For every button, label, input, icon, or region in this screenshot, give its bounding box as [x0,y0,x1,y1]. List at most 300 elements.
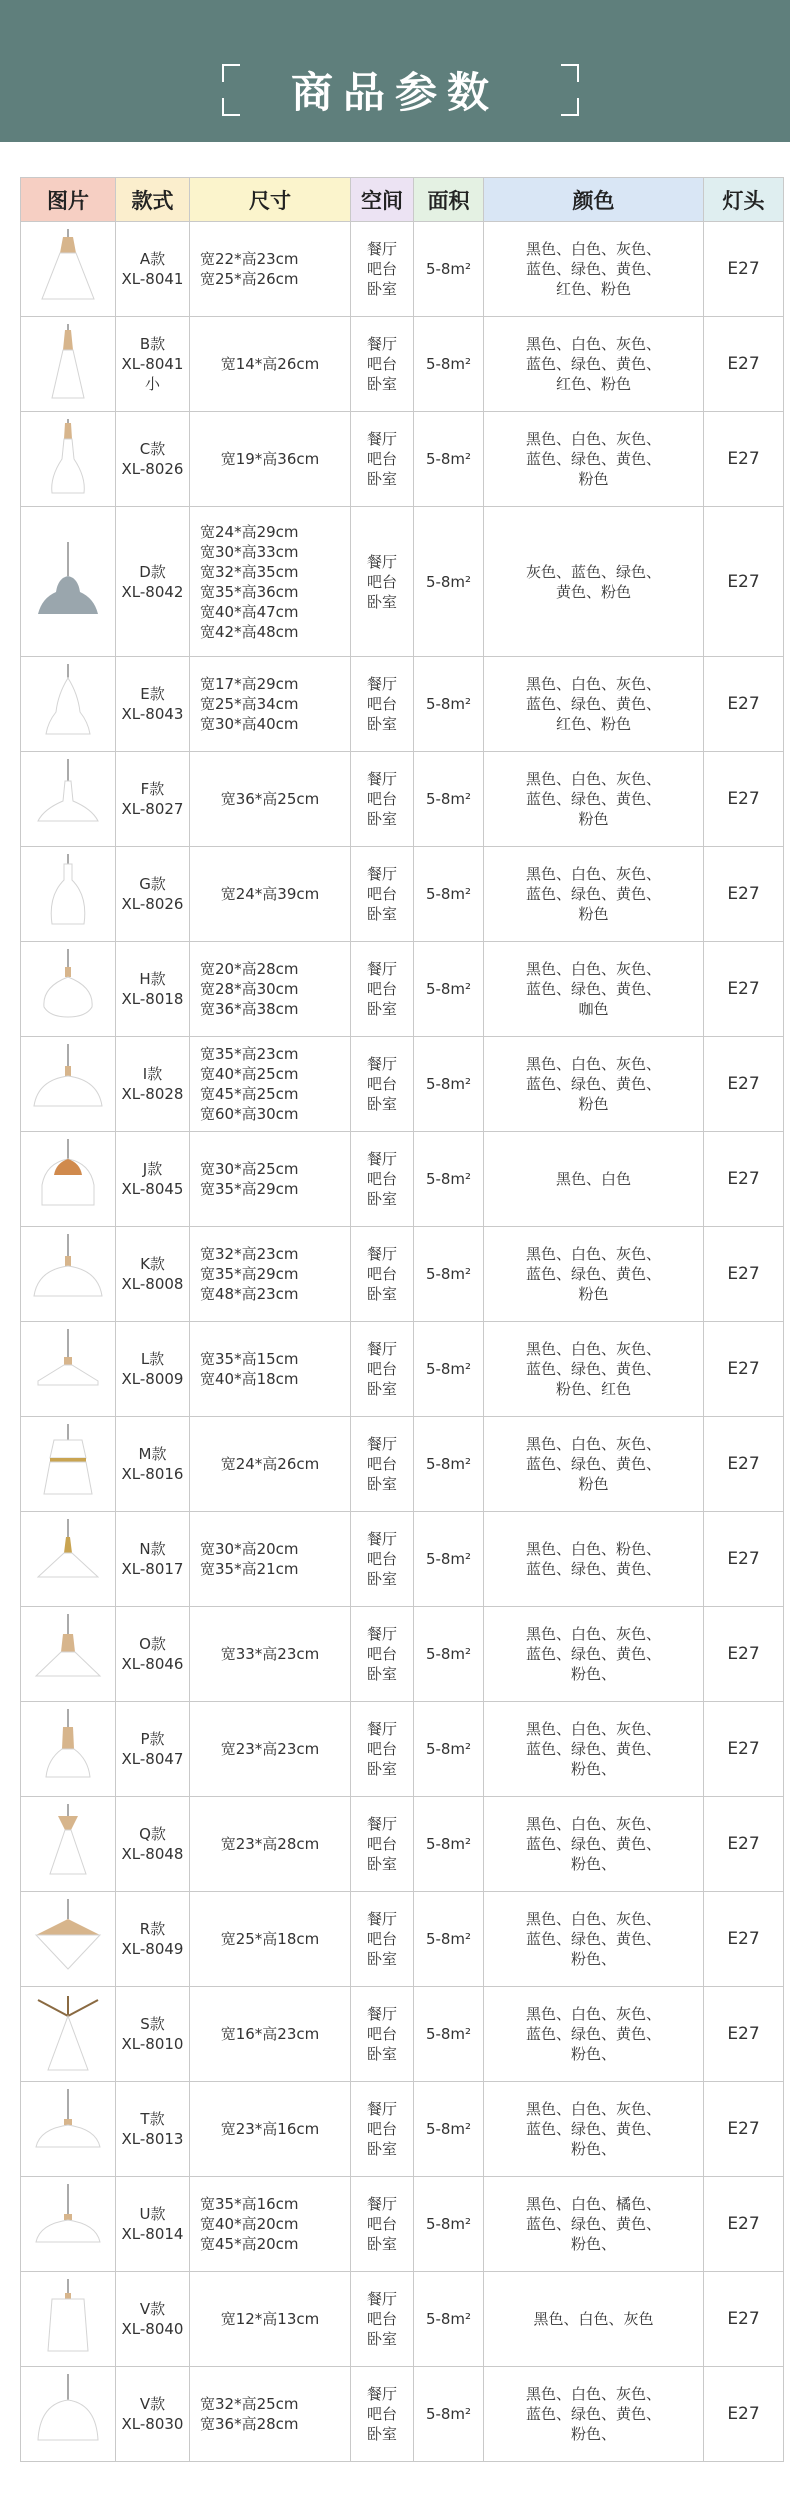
space-value: 吧台 [366,355,397,373]
area-value: 5-8m² [425,1930,472,1948]
color-cell [484,1417,704,1512]
space-value: 吧台 [366,260,397,278]
space-value: 卧室 [366,1095,397,1113]
space-value: 吧台 [366,2120,397,2138]
style-style: V款 [139,2395,166,2413]
size-value: 宽45*高25cm [200,1085,299,1103]
style-model: XL-8008 [121,1275,184,1293]
style-cell [116,1132,190,1227]
color-line: 黑色、白色、灰色、 [525,1435,661,1453]
style-model: XL-8028 [121,1085,184,1103]
color-line: 黑色、白色、灰色、 [525,2385,661,2403]
style-model: XL-8027 [121,800,184,818]
size-value: 宽40*高20cm [200,2215,299,2233]
space-cell [351,752,414,847]
color-line: 黑色、白色 [555,1170,631,1188]
style-style: L款 [140,1350,165,1368]
color-line: 黑色、白色、橘色、 [525,2195,661,2213]
bulb-cell [704,942,784,1037]
style-cell [116,2272,190,2367]
color-cell [484,1322,704,1417]
size-value: 宽35*高16cm [200,2195,299,2213]
table-row [21,1512,784,1607]
space-cell [351,1892,414,1987]
style-style: H款 [139,970,166,988]
area-value: 5-8m² [425,2405,472,2423]
bulb-value: E27 [727,979,760,999]
table-row [21,2177,784,2272]
table-row [21,1892,784,1987]
size-value: 宽35*高36cm [200,582,299,601]
area-value: 5-8m² [425,1645,472,1663]
style-style: A款 [139,250,166,268]
style-cell [116,657,190,752]
style-cell [116,1892,190,1987]
space-cell [351,2367,414,2462]
style-model: XL-8049 [121,1940,184,1958]
area-cell [414,2367,484,2462]
space-value: 餐厅 [366,770,397,788]
table-row [21,752,784,847]
color-cell [484,412,704,507]
lamp-image-cell [21,1322,116,1417]
color-line: 蓝色、绿色、黄色、 [525,1645,661,1663]
space-value: 吧台 [366,2310,397,2328]
bulb-value: E27 [727,1929,760,1949]
color-line: 粉色、红色 [555,1380,631,1398]
color-line: 粉色 [578,810,609,828]
area-value: 5-8m² [425,1835,472,1853]
area-value: 5-8m² [425,450,472,468]
style-cell [116,2082,190,2177]
size-cell [190,1132,351,1227]
product-params-table [20,177,784,2462]
lamp-image-cell [21,2082,116,2177]
color-line: 蓝色、绿色、黄色、 [525,355,661,373]
color-line: 粉色、 [570,1950,616,1968]
style-style: C款 [139,440,166,458]
size-cell [190,2177,351,2272]
space-value: 卧室 [366,280,397,298]
area-cell [414,1702,484,1797]
space-value: 卧室 [366,1760,397,1778]
size-value: 宽40*高47cm [200,602,299,621]
lamp-image-cell [21,1702,116,1797]
area-value: 5-8m² [425,790,472,808]
style-style: V款 [139,2300,166,2318]
style-style: I款 [142,1065,163,1083]
space-cell [351,1132,414,1227]
space-value: 吧台 [366,1740,397,1758]
bulb-cell [704,317,784,412]
lamp-image-icon [21,1329,115,1409]
style-cell [116,317,190,412]
lamp-image-cell [21,1607,116,1702]
lamp-image-cell [21,1987,116,2082]
color-line: 蓝色、绿色、黄色、 [525,260,661,278]
table-row [21,1702,784,1797]
lamp-image-cell [21,2177,116,2272]
space-value: 餐厅 [366,675,397,693]
style-model: XL-8026 [121,895,184,913]
size-value: 宽25*高18cm [220,1930,320,1948]
size-cell [190,2082,351,2177]
bulb-value: E27 [727,571,760,592]
size-value: 宽30*高25cm [200,1160,299,1178]
size-value: 宽20*高28cm [200,960,299,978]
area-cell [414,1607,484,1702]
size-value: 宽24*高26cm [220,1455,320,1473]
area-value: 5-8m² [425,572,472,591]
color-line: 粉色 [578,1095,609,1113]
style-cell [116,507,190,657]
space-value: 吧台 [366,1455,397,1473]
style-style: S款 [140,2015,165,2033]
color-line: 粉色、 [570,1760,616,1778]
area-cell [414,847,484,942]
lamp-image-cell [21,317,116,412]
table-row [21,2367,784,2462]
bulb-value: E27 [727,1644,760,1664]
size-value: 宽36*高38cm [200,1000,299,1018]
color-cell [484,752,704,847]
color-cell [484,2272,704,2367]
style-model: XL-8043 [121,705,184,723]
size-cell [190,657,351,752]
space-value: 餐厅 [366,430,397,448]
space-value: 吧台 [366,1645,397,1663]
color-line: 粉色、 [570,2235,616,2253]
style-cell [116,2177,190,2272]
size-value: 宽23*高23cm [220,1740,320,1758]
color-line: 蓝色、绿色、黄色、 [525,1075,661,1093]
space-value: 卧室 [366,1285,397,1303]
color-cell [484,2177,704,2272]
style-model: XL-8010 [121,2035,184,2053]
space-value: 餐厅 [366,2195,397,2213]
bulb-cell [704,2177,784,2272]
space-value: 餐厅 [366,2100,397,2118]
table-row [21,1607,784,1702]
lamp-image-cell [21,412,116,507]
area-cell [414,1037,484,1132]
color-line: 黑色、白色、灰色、 [525,1720,661,1738]
style-model: XL-8040 [121,2320,184,2338]
color-line: 黑色、白色、灰色、 [525,960,661,978]
table-row [21,1987,784,2082]
bulb-value: E27 [727,1359,760,1379]
lamp-image-icon [21,2279,115,2359]
size-value: 宽25*高34cm [200,695,299,713]
color-line: 黑色、白色、灰色、 [525,1815,661,1833]
area-value: 5-8m² [425,2215,472,2233]
lamp-image-cell [21,2272,116,2367]
area-value: 5-8m² [425,1740,472,1758]
style-model: XL-8048 [121,1845,184,1863]
lamp-image-icon [21,419,115,499]
size-value: 宽30*高40cm [200,715,299,733]
size-cell [190,317,351,412]
area-value: 5-8m² [425,355,472,373]
bulb-cell [704,1987,784,2082]
space-value: 卧室 [366,1665,397,1683]
space-value: 卧室 [366,905,397,923]
style-cell [116,1417,190,1512]
space-value: 卧室 [366,470,397,488]
size-cell [190,1322,351,1417]
color-line: 黑色、白色、灰色、 [525,2100,661,2118]
area-value: 5-8m² [425,1265,472,1283]
style-model: XL-8045 [121,1180,184,1198]
color-line: 蓝色、绿色、黄色、 [525,2120,661,2138]
style-style: U款 [139,2205,166,2223]
lamp-image-cell [21,1227,116,1322]
size-value: 宽35*高23cm [200,1045,299,1063]
area-value: 5-8m² [425,1075,472,1093]
table-row [21,1797,784,1892]
size-value: 宽45*高20cm [200,2235,299,2253]
style-model: XL-8016 [121,1465,184,1483]
space-cell [351,222,414,317]
color-line: 蓝色、绿色、黄色、 [525,2215,661,2233]
area-cell [414,1417,484,1512]
size-value: 宽17*高29cm [200,675,299,693]
size-value: 宽33*高23cm [220,1645,320,1663]
area-cell [414,1892,484,1987]
color-line: 蓝色、绿色、黄色、 [525,1740,661,1758]
bulb-cell [704,2367,784,2462]
bulb-cell [704,657,784,752]
bulb-value: E27 [727,1834,760,1854]
color-line: 黑色、白色、灰色、 [525,1340,661,1358]
color-line: 粉色、 [570,2140,616,2158]
lamp-image-icon [21,1709,115,1789]
bulb-cell [704,222,784,317]
bulb-cell [704,1227,784,1322]
bulb-cell [704,1797,784,1892]
size-value: 宽30*高20cm [200,1540,299,1558]
space-cell [351,2272,414,2367]
size-cell [190,1797,351,1892]
bulb-value: E27 [727,884,760,904]
size-value: 宽35*高29cm [200,1180,299,1198]
space-cell [351,317,414,412]
style-cell [116,942,190,1037]
area-cell [414,1797,484,1892]
lamp-image-cell [21,847,116,942]
size-cell [190,1987,351,2082]
header-size: 尺寸 [190,178,351,222]
lamp-image-icon [21,2374,115,2454]
bulb-cell [704,752,784,847]
area-cell [414,752,484,847]
space-cell [351,1227,414,1322]
area-value: 5-8m² [425,1170,472,1188]
area-value: 5-8m² [425,1550,472,1568]
bulb-cell [704,412,784,507]
bulb-value: E27 [727,1549,760,1569]
color-cell [484,2082,704,2177]
color-line: 黑色、白色、灰色、 [525,335,661,353]
color-line: 蓝色、绿色、黄色、 [525,790,661,808]
lamp-image-icon [21,759,115,839]
area-cell [414,2177,484,2272]
style-style: T款 [140,2110,165,2128]
color-line: 黑色、白色、灰色、 [525,865,661,883]
color-line: 蓝色、绿色、黄色、 [525,695,661,713]
style-style: K款 [140,1255,165,1273]
bulb-value: E27 [727,1739,760,1759]
space-cell [351,412,414,507]
color-line: 蓝色、绿色、黄色、 [525,885,661,903]
size-cell [190,1892,351,1987]
space-value: 吧台 [366,572,397,591]
lamp-image-icon [21,854,115,934]
color-line: 红色、粉色 [555,715,631,733]
lamp-image-icon [21,324,115,404]
space-cell [351,1512,414,1607]
space-value: 吧台 [366,790,397,808]
lamp-image-icon [21,1139,115,1219]
table-row [21,657,784,752]
color-line: 蓝色、绿色、黄色、 [525,2025,661,2043]
space-value: 餐厅 [366,960,397,978]
lamp-image-cell [21,1132,116,1227]
size-value: 宽35*高29cm [200,1265,299,1283]
space-value: 卧室 [366,592,397,611]
lamp-image-icon [21,664,115,744]
color-cell [484,507,704,657]
space-value: 餐厅 [366,1340,397,1358]
color-line: 黑色、白色、灰色、 [525,1055,661,1073]
size-value: 宽16*高23cm [220,2025,320,2043]
style-cell [116,1512,190,1607]
size-value: 宽42*高48cm [200,622,299,641]
lamp-image-cell [21,657,116,752]
color-line: 红色、粉色 [555,375,631,393]
space-value: 卧室 [366,2045,397,2063]
bulb-value: E27 [727,1264,760,1284]
color-line: 蓝色、绿色、黄色、 [525,2405,661,2423]
style-style: E款 [140,685,165,703]
color-line: 粉色、 [570,1855,616,1873]
color-cell [484,222,704,317]
space-value: 餐厅 [366,240,397,258]
bulb-value: E27 [727,1454,760,1474]
style-style: G款 [139,875,166,893]
style-style: D款 [139,562,166,581]
space-value: 餐厅 [366,865,397,883]
size-cell [190,222,351,317]
space-value: 卧室 [366,1855,397,1873]
space-value: 吧台 [366,1265,397,1283]
space-cell [351,1322,414,1417]
size-value: 宽25*高26cm [200,270,299,288]
lamp-image-icon [21,949,115,1029]
style-cell [116,412,190,507]
size-value: 宽32*高25cm [200,2395,299,2413]
style-model: XL-8013 [121,2130,184,2148]
space-value: 卧室 [366,2330,397,2348]
area-cell [414,942,484,1037]
color-cell [484,1037,704,1132]
area-cell [414,1227,484,1322]
size-cell [190,942,351,1037]
size-cell [190,752,351,847]
space-value: 餐厅 [366,335,397,353]
lamp-image-icon [21,1044,115,1124]
size-value: 宽24*高39cm [220,885,320,903]
space-value: 餐厅 [366,1530,397,1548]
lamp-image-icon [21,1519,115,1599]
lamp-image-icon [21,1994,115,2074]
style-style: F款 [140,780,165,798]
color-line: 黑色、白色、灰色、 [525,675,661,693]
color-cell [484,1132,704,1227]
size-value: 宽19*高36cm [220,450,320,468]
lamp-image-cell [21,1417,116,1512]
header-space: 空间 [351,178,414,222]
color-line: 粉色、 [570,1665,616,1683]
table-row [21,1417,784,1512]
lamp-image-icon [21,1804,115,1884]
color-line: 黑色、白色、灰色、 [525,1625,661,1643]
bulb-cell [704,1322,784,1417]
space-value: 吧台 [366,1360,397,1378]
space-value: 卧室 [366,1000,397,1018]
size-cell [190,847,351,942]
space-value: 餐厅 [366,1815,397,1833]
color-line: 粉色 [578,905,609,923]
area-cell [414,507,484,657]
bulb-value: E27 [727,1169,760,1189]
lamp-image-icon [21,2184,115,2264]
color-line: 蓝色、绿色、黄色、 [525,1835,661,1853]
color-line: 黑色、白色、灰色、 [525,240,661,258]
size-value: 宽14*高26cm [220,355,320,373]
header-color: 颜色 [484,178,704,222]
lamp-image-cell [21,1512,116,1607]
space-value: 卧室 [366,1380,397,1398]
bulb-cell [704,1512,784,1607]
size-cell [190,1512,351,1607]
size-value: 宽36*高25cm [220,790,320,808]
size-value: 宽12*高13cm [220,2310,320,2328]
bulb-value: E27 [727,2024,760,2044]
space-value: 餐厅 [366,1910,397,1928]
color-line: 粉色 [578,1285,609,1303]
table-row [21,1322,784,1417]
table-row [21,507,784,657]
size-cell [190,1227,351,1322]
bulb-value: E27 [727,259,760,279]
area-cell [414,1987,484,2082]
table-row [21,2272,784,2367]
size-value: 宽23*高16cm [220,2120,320,2138]
color-line: 蓝色、绿色、黄色、 [525,980,661,998]
space-value: 卧室 [366,1475,397,1493]
bulb-cell [704,1892,784,1987]
space-value: 吧台 [366,2025,397,2043]
header-style: 款式 [116,178,190,222]
color-cell [484,847,704,942]
size-value: 宽35*高15cm [200,1350,299,1368]
bulb-value: E27 [727,2119,760,2139]
color-cell [484,1797,704,1892]
header-bulb: 灯头 [704,178,784,222]
space-cell [351,2082,414,2177]
size-value: 宽35*高21cm [200,1560,299,1578]
